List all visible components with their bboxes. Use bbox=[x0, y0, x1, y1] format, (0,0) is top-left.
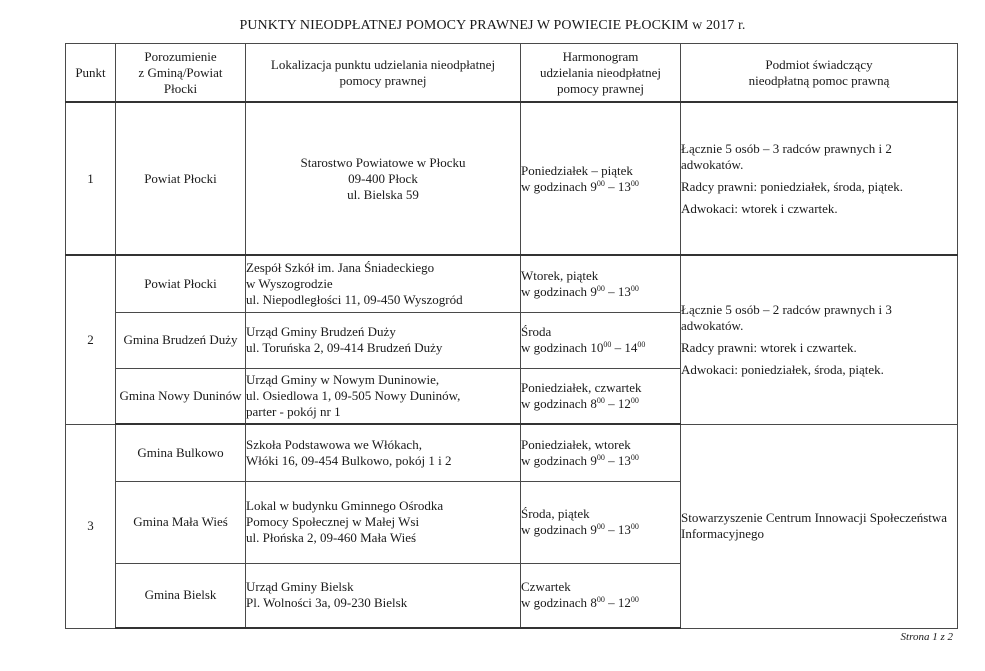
partner-cell: Powiat Płocki bbox=[116, 102, 246, 255]
partner-cell: Gmina Bulkowo bbox=[116, 424, 246, 481]
provider-cell: Łącznie 5 osób – 3 radców prawnych i 2 adwokatów. Radcy prawni: poniedziałek, środa, piątek. Adwokaci: wtorek i czwartek. bbox=[681, 102, 958, 255]
header-porozumienie: Porozumienie z Gminą/Powiat Płocki bbox=[116, 44, 246, 103]
punkt-number: 2 bbox=[66, 255, 116, 424]
partner-cell: Gmina Bielsk bbox=[116, 563, 246, 628]
schedule-cell: Środa, piątek w godzinach $9^{00} - 13^{00}$ bbox=[521, 481, 681, 563]
header-podmiot: Podmiot świadczący nieodpłatną pomoc prawną bbox=[681, 44, 958, 103]
location-cell: Starostwo Powiatowe w Płocku 09-400 Płock ul. Bielska 59 bbox=[246, 102, 521, 255]
legal-aid-table bbox=[65, 43, 958, 629]
location-cell: Urząd Gminy Bielsk Pl. Wolności 3a, 09-230 Bielsk bbox=[246, 563, 521, 628]
header-lokalizacja: Lokalizacja punktu udzielania nieodpłatnej pomocy prawnej bbox=[246, 44, 521, 103]
schedule-cell: Poniedziałek, wtorek w godzinach $9^{00} - 13^{00}$ bbox=[521, 424, 681, 481]
header-harmonogram: Harmonogram udzielania nieodpłatnej pomocy prawnej bbox=[521, 44, 681, 103]
punkt-number: 3 bbox=[66, 424, 116, 628]
partner-cell: Powiat Płocki bbox=[116, 255, 246, 312]
schedule-cell: Czwartek w godzinach $8^{00} - 12^{00}$ bbox=[521, 563, 681, 628]
location-cell: Zespół Szkół im. Jana Śniadeckiego w Wyszogrodzie ul. Niepodległości 11, 09-450 Wyszogród bbox=[246, 255, 521, 312]
schedule-cell: Poniedziałek, czwartek w godzinach $8^{00} - 12^{00}$ bbox=[521, 368, 681, 424]
location-cell: Urząd Gminy Brudzeń Duży ul. Toruńska 2, 09-414 Brudzeń Duży bbox=[246, 312, 521, 368]
schedule-cell: Wtorek, piątek w godzinach $9^{00} - 13^{00}$ bbox=[521, 255, 681, 312]
header-punkt: Punkt bbox=[66, 44, 116, 103]
provider-cell: Stowarzyszenie Centrum Innowacji Społeczeństwa Informacyjnego bbox=[681, 424, 958, 628]
punkt-number: 1 bbox=[66, 102, 116, 255]
page-number: Strona 1 z 2 bbox=[900, 631, 953, 643]
table-row bbox=[66, 255, 958, 312]
schedule-cell: Środa w godzinach $10^{00} - 14^{00}$ bbox=[521, 312, 681, 368]
location-cell: Lokal w budynku Gminnego Ośrodka Pomocy Społecznej w Małej Wsi ul. Płońska 2, 09-460 Mała Wieś bbox=[246, 481, 521, 563]
table-row bbox=[66, 102, 958, 255]
partner-cell: Gmina Mała Wieś bbox=[116, 481, 246, 563]
table-row bbox=[66, 424, 958, 481]
header-row bbox=[66, 44, 958, 103]
page-title: PUNKTY NIEODPŁATNEJ POMOCY PRAWNEJ W POWIECIE PŁOCKIM w 2017 r. bbox=[239, 18, 746, 33]
schedule-cell: Poniedziałek – piątek w godzinach $9^{00} - 13^{00}$ bbox=[521, 102, 681, 255]
partner-cell: Gmina Nowy Duninów bbox=[116, 368, 246, 424]
location-cell: Szkoła Podstawowa we Włókach, Włóki 16, 09-454 Bulkowo, pokój 1 i 2 bbox=[246, 424, 521, 481]
location-cell: Urząd Gminy w Nowym Duninowie, ul. Osiedlowa 1, 09-505 Nowy Duninów, parter - pokój nr 1 bbox=[246, 368, 521, 424]
partner-cell: Gmina Brudzeń Duży bbox=[116, 312, 246, 368]
provider-cell: Łącznie 5 osób – 2 radców prawnych i 3 adwokatów. Radcy prawni: wtorek i czwartek. Adwokaci: poniedziałek, środa, piątek. bbox=[681, 255, 958, 424]
